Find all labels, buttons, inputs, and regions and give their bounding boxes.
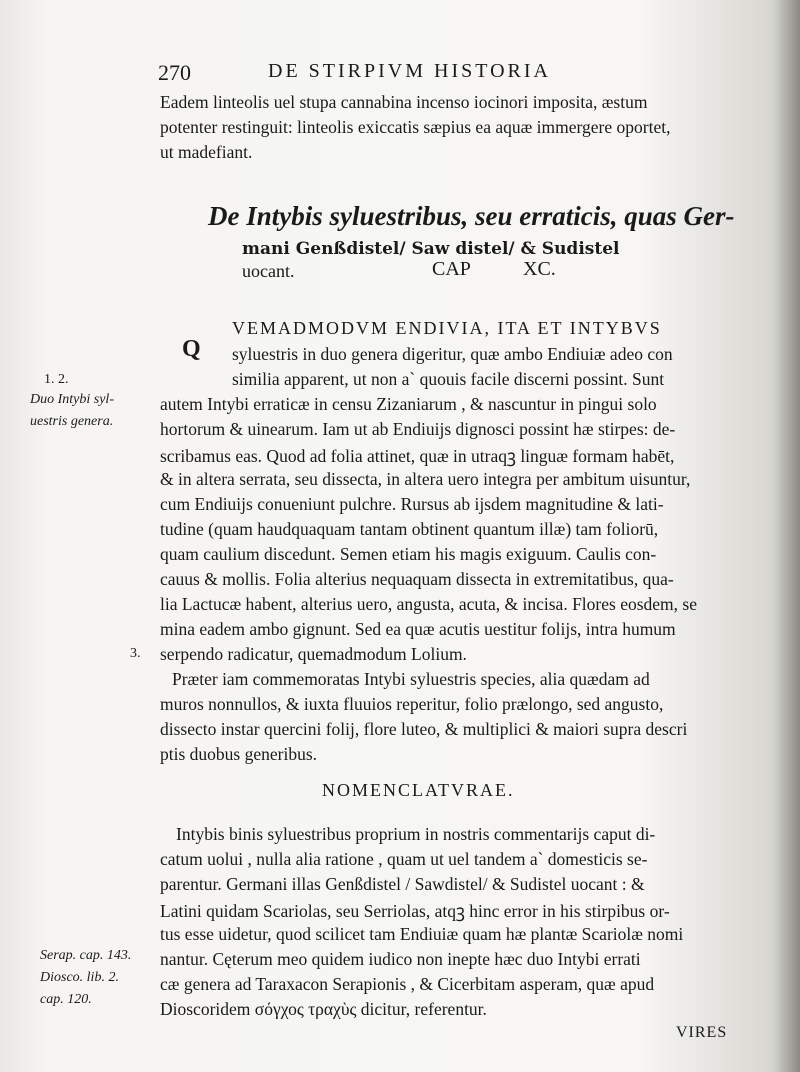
text-line: ptis duobus generibus. xyxy=(160,744,318,764)
chapter-label: CAP xyxy=(432,258,471,280)
margin-note: Diosco. lib. 2. xyxy=(40,970,119,985)
chapter-number: XC. xyxy=(523,258,556,280)
margin-note: cap. 120. xyxy=(40,992,92,1007)
margin-note: Duo Intybi syl- xyxy=(30,392,114,407)
text-line: potenter restinguit: linteolis exiccatis sæpius ea aquæ immergere oportet, xyxy=(160,117,671,137)
margin-numbers: 1. 2. xyxy=(44,372,69,387)
page-number: 270 xyxy=(158,60,191,85)
section-heading: NOMENCLATVRAE. xyxy=(322,780,515,800)
chapter-title-line3: uocant. xyxy=(242,261,295,281)
margin-note: uestris genera. xyxy=(30,414,114,429)
text-line: ut madefiant. xyxy=(160,142,253,162)
text-line: & in altera serrata, seu dissecta, in altera uero integra per ambitum uisuntur, xyxy=(160,469,691,489)
text-line: hortorum & uinearum. Iam ut ab Endiuijs dignosci possint hæ stirpes: de- xyxy=(160,419,676,439)
text-line: scribamus eas. Quod ad folia attinet, quæ in utraqꝫ linguæ formam habēt, xyxy=(160,446,675,466)
text-line: similia apparent, ut non a` quouis facile discerni possint. Sunt xyxy=(232,369,665,389)
margin-number: 3. xyxy=(130,646,141,661)
text-line: cum Endiuijs conueniunt pulchre. Rursus ab ijsdem magnitudine & lati- xyxy=(160,494,664,514)
text-line: mina eadem ambo gignunt. Sed ea quæ acutis uestitur folijs, intra humum xyxy=(160,619,676,639)
margin-note: Serap. cap. 143. xyxy=(40,948,132,963)
text-line: parentur. Germani illas Genßdistel / Sawdistel/ & Sudistel uocant : & xyxy=(160,874,645,894)
running-title: DE STIRPIVM HISTORIA xyxy=(268,60,551,82)
chapter-title-line2: mani Genßdistel/ Saw distel/ & Sudistel xyxy=(242,239,620,259)
text-line: Eadem linteolis uel stupa cannabina incenso iocinori imposita, æstum xyxy=(160,92,648,112)
text-line: autem Intybi erraticæ in censu Zizaniarum , & nascuntur in pingui solo xyxy=(160,394,657,414)
text-line: tus esse uidetur, quod scilicet tam Endiuiæ quam hæ plantæ Scariolæ nomi xyxy=(160,924,684,944)
page-gutter-shadow xyxy=(774,0,800,1072)
text-line: catum uolui , nulla alia ratione , quam ut uel tandem a` domesticis se- xyxy=(160,849,648,869)
drop-cap: Q xyxy=(182,336,201,362)
catchword: VIRES xyxy=(676,1024,728,1041)
text-line: quam caulium discedunt. Semen etiam his magis exiguum. Caulis con- xyxy=(160,544,657,564)
text-line: dissecto instar quercini folij, flore luteo, & multiplici & maiori supra descri xyxy=(160,719,688,739)
chapter-title: De Intybis syluestribus, seu erraticis, quas Ger- xyxy=(208,201,735,231)
text-line: Intybis binis syluestribus proprium in nostris commentarijs caput di- xyxy=(176,824,656,844)
text-line: Præter iam commemoratas Intybi syluestris species, alia quædam ad xyxy=(172,669,650,689)
text-line: lia Lactucæ habent, alterius uero, angusta, acuta, & incisa. Flores eosdem, se xyxy=(160,594,697,614)
text-line: cauus & mollis. Folia alterius nequaquam dissecta in extremitatibus, qua- xyxy=(160,569,674,589)
opening-caps: VEMADMODVM ENDIVIA, ITA ET INTYBVS xyxy=(232,318,662,338)
text-line: nantur. Cęterum meo quidem iudico non inepte hæc duo Intybi errati xyxy=(160,949,641,969)
text-line: muros nonnullos, & iuxta fluuios reperitur, folio prælongo, sed angusto, xyxy=(160,694,664,714)
text-line: Dioscoridem σόγχος τραχὺς dicitur, referentur. xyxy=(160,999,487,1019)
text-line: Latini quidam Scariolas, seu Serriolas, atqꝫ hinc error in his stirpibus or- xyxy=(160,901,670,921)
text-line: serpendo radicatur, quemadmodum Lolium. xyxy=(160,644,467,664)
text-line: syluestris in duo genera digeritur, quæ ambo Endiuiæ adeo con xyxy=(232,344,673,364)
text-line: cæ genera ad Taraxacon Serapionis , & Cicerbitam asperam, quæ apud xyxy=(160,974,655,994)
text-line: tudine (quam haudquaquam tantam obtinent quantum illæ) tam foliorū, xyxy=(160,519,659,539)
